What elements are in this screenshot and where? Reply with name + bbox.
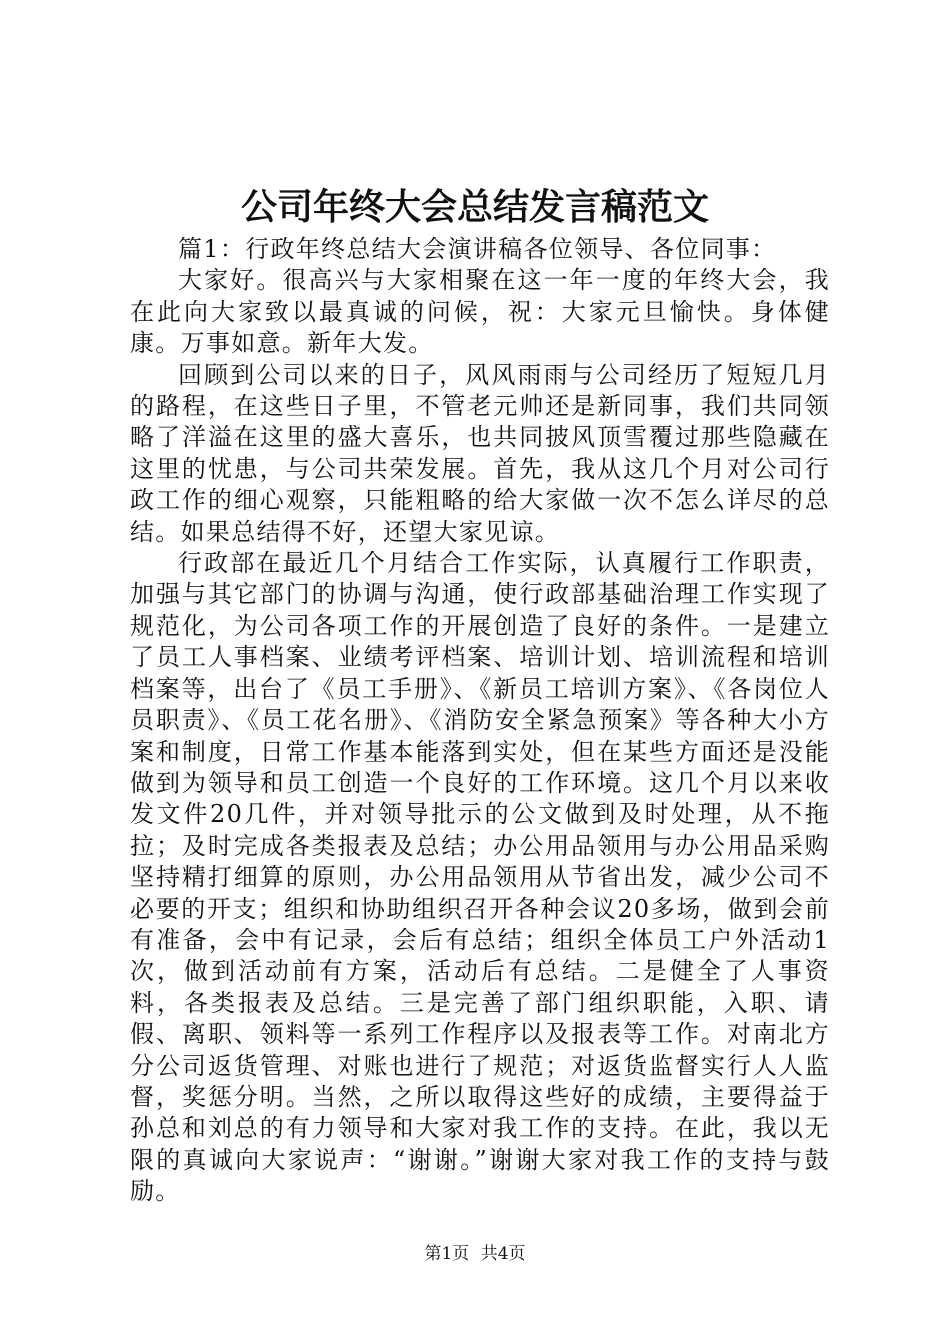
document-body	[130, 234, 830, 1208]
document-title: 公司年终大会总结发言稿范文	[240, 186, 709, 228]
page-total: 共4页	[480, 1244, 526, 1264]
paragraph-greeting: 大家好。很高兴与大家相聚在这一年一度的年终大会，我在此向大家致以最真诚的问候，祝：大家元旦愉快。身体健康。万事如意。新年大发。	[130, 266, 830, 358]
paragraph-heading: 篇1：行政年终总结大会演讲稿各位领导、各位同事：	[178, 235, 777, 263]
page-footer	[0, 1242, 950, 1266]
paragraph-review: 回顾到公司以来的日子，风风雨雨与公司经历了短短几月的路程，在这些日子里，不管老元帅还是新同事，我们共同领略了洋溢在这里的盛大喜乐，也共同披风顶雪覆过那些隐藏在这里的忧患，与公司共荣发展。首先，我从这几个月对公司行政工作的细心观察，只能粗略的给大家做一次不怎么详尽的总结。如果总结得不好，还望大家见谅。	[130, 360, 830, 546]
page-number: 第1页	[424, 1244, 470, 1264]
paragraph-admin-work: 行政部在最近几个月结合工作实际，认真履行工作职责，加强与其它部门的协调与沟通，使行政部基础治理工作实现了规范化，为公司各项工作的开展创造了良好的条件。一是建立了员工人事档案、业绩考评档案、培训计划、培训流程和培训档案等，出台了《员工手册》、《新员工培训方案》、《各岗位人员职责》、《员工花名册》、《消防安全紧急预案》等各种大小方案和制度，日常工作基本能落到实处，但在某些方面还是没能做到为领导和员工创造一个良好的工作环境。这几个月以来收发文件20几件，并对领导批示的公文做到及时处理，从不拖拉；及时完成各类报表及总结；办公用品领用与办公用品采购坚持精打细算的原则，办公用品领用从节省出发，减少公司不必要的开支；组织和协助组织召开各种会议20多场，做到会前有准备，会中有记录，会后有总结；组织全体员工户外活动1次，做到活动前有方案，活动后有总结。二是健全了人事资料，各类报表及总结。三是完善了部门组织职能，入职、请假、离职、领料等一系列工作程序以及报表等工作。对南北方分公司返货管理、对账也进行了规范；对返货监督实行人人监督，奖惩分明。当然，之所以取得这些好的成绩，主要得益于孙总和刘总的有力领导和大家对我工作的支持。在此，我以无限的真诚向大家说声：“谢谢。”谢谢大家对我工作的支持与鼓励。	[130, 549, 830, 1206]
